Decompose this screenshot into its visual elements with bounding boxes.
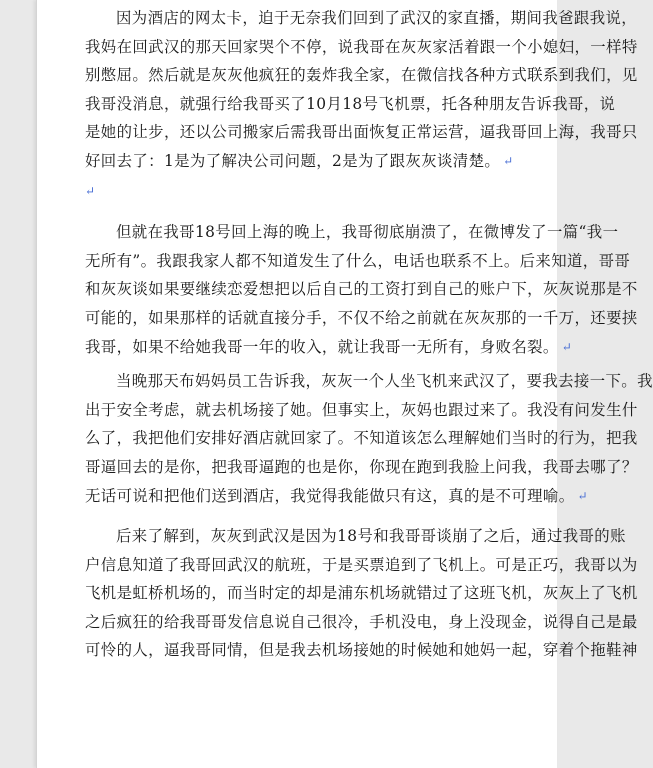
paragraph-mark-icon: ↵ [503, 153, 514, 168]
text-line [85, 147, 551, 176]
document-body [85, 0, 653, 665]
text-line: 当晚那天布妈妈员工告诉我，灰灰一个人坐飞机来武汉了，要我去接一下。我 [116, 372, 653, 391]
text-line: 之后疯狂的给我哥哥发信息说自己很冷，手机没电，身上没现金，说得自己是最 [85, 612, 638, 631]
text-line-content: 无话可说和把他们送到酒店，我觉得我能做只有这，真的是不可理喻。 [85, 486, 575, 505]
text-line: 后来了解到，灰灰到武汉是因为18号和我哥哥谈崩了之后，通过我哥的账 [116, 527, 626, 546]
paragraph-3 [85, 367, 653, 510]
paragraph-1 [85, 4, 638, 176]
document-page [36, 0, 653, 768]
text-line-content: 好回去了：1是为了解决公司问题，2是为了跟灰灰谈清楚。 [85, 151, 501, 170]
text-line: 无所有”。我跟我家人都不知道发生了什么，电话也联系不上。后来知道，哥哥 [85, 251, 631, 270]
text-line: 出于安全考虑，就去机场接了她。但事实上，灰妈也跟过来了。我没有问发生什 [85, 400, 638, 419]
text-line: 别憋屈。然后就是灰灰他疯狂的轰炸我全家，在微信找各种方式联系到我们，见 [85, 66, 638, 85]
text-line-content: 我哥，如果不给她我哥一年的收入，就让我哥一无所有，身败名裂。 [85, 337, 559, 356]
text-line [85, 333, 573, 362]
text-line: 户信息知道了我哥回武汉的航班，于是买票追到了飞机上。可是正巧，我哥以为 [85, 555, 638, 574]
text-line [85, 482, 588, 511]
text-line: 是她的让步，还以公司搬家后需我哥出面恢复正常运营，逼我哥回上海，我哥只 [85, 123, 638, 142]
paragraph-2 [85, 218, 638, 361]
text-line: 因为酒店的网太卡，迫于无奈我们回到了武汉的家直播，期间我爸跟我说， [116, 9, 638, 27]
text-line: 可怜的人，逼我哥同情，但是我去机场接她的时候她和她妈一起，穿着个拖鞋神 [85, 641, 638, 660]
paragraph-mark-icon: ↵ [85, 183, 96, 198]
text-line: 我妈在回武汉的那天回家哭个不停，说我哥在灰灰家活着跟一个小媳妇，一样特 [85, 37, 638, 56]
text-line: 和灰灰谈如果要继续恋爱想把以后自己的工资打到自己的账户下，灰灰说那是不 [85, 280, 638, 299]
paragraph-mark-icon: ↵ [561, 339, 573, 354]
text-line: 但就在我哥18号回上海的晚上，我哥彻底崩溃了，在微博发了一篇“我一 [116, 223, 619, 242]
text-line: 可能的，如果那样的话就直接分手，不仅不给之前就在灰灰那的一千万，还要挟 [85, 308, 638, 327]
text-line: 哥逼回去的是你，把我哥逼跑的也是你，你现在跑到我脸上问我，我哥去哪了？ [85, 457, 638, 476]
text-line: 飞机是虹桥机场的，而当时定的却是浦东机场就错过了这班飞机，灰灰上了飞机 [85, 584, 638, 603]
paragraph-mark-icon: ↵ [577, 488, 588, 503]
paragraph-4 [85, 522, 638, 665]
text-line: 我哥没消息，就强行给我哥买了10月18号飞机票，托各种朋友告诉我哥，说 [85, 94, 616, 113]
empty-paragraph [85, 182, 551, 211]
text-line: 么了，我把他们安排好酒店就回家了。不知道该怎么理解她们当时的行为，把我 [85, 429, 638, 448]
